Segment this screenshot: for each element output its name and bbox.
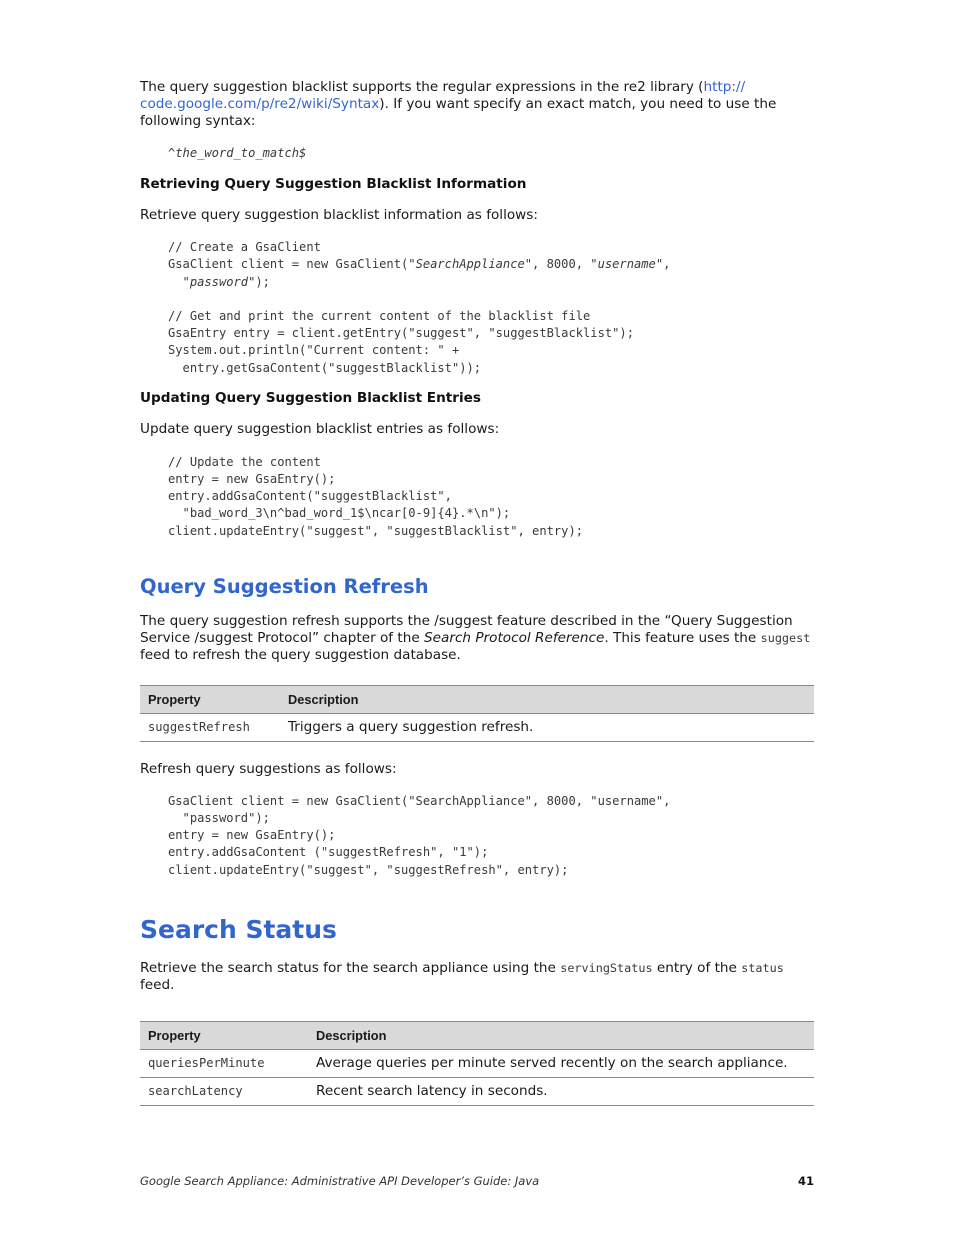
property-cell: queriesPerMinute — [140, 1049, 308, 1077]
search-protocol-reference: Search Protocol Reference — [424, 629, 605, 646]
updating-code-block: // Update the content entry = new GsaEntry(); entry.addGsaContent("suggestBlacklist", "bad_word_3\n^bad_word_1$\ncar[0-9]{4}.*\n"); client.updateEntry("suggest", "suggestBlacklist", entry); — [168, 454, 584, 538]
refresh-text: feed to refresh the query suggestion database. — [140, 646, 461, 663]
updating-text: Update query suggestion blacklist entries as follows: — [140, 420, 500, 437]
description-column-header: Description — [308, 1021, 814, 1049]
code-line: System.out.println("Current content: " + — [168, 343, 460, 358]
description-cell: Triggers a query suggestion refresh. — [280, 713, 814, 741]
property-column-header: Property — [140, 1021, 308, 1049]
table-header-row — [140, 685, 814, 713]
status-text: entry of the — [652, 959, 742, 976]
exact-match-code-text: ^the_word_to_match$ — [168, 146, 307, 160]
intro-text-after: ). If you want specify an exact match, you need to use the following syntax: — [140, 96, 777, 129]
code-italic: username — [597, 257, 656, 272]
intro-text: The query suggestion blacklist supports the regular expressions in the re2 library ( — [140, 79, 704, 95]
code-line: GsaEntry entry = client.getEntry("suggest", "suggestBlacklist"); — [168, 326, 634, 341]
property-cell: searchLatency — [140, 1077, 308, 1105]
exact-match-code — [168, 145, 814, 162]
refresh-how-text: Refresh query suggestions as follows: — [140, 760, 397, 777]
refresh-text: The query suggestion refresh supports the /suggest feature described in the “Query Suggestion Service /suggest Protocol” chapter of the — [140, 612, 793, 646]
footer-title: Google Search Appliance: Administrative API Developer’s Guide: Java — [140, 1174, 540, 1188]
retrieving-code-block — [168, 239, 814, 377]
updating-heading: Updating Query Suggestion Blacklist Entries — [140, 389, 481, 406]
status-feed-code: status — [741, 960, 784, 975]
code-italic: password — [189, 274, 249, 289]
search-status-heading: Search Status — [140, 914, 337, 944]
status-properties-table — [140, 1021, 814, 1106]
suggest-feed-code: suggest — [760, 630, 811, 645]
code-line: // Get and print the current content of the blacklist file — [168, 309, 591, 324]
refresh-text: . This feature uses the — [604, 629, 761, 646]
retrieving-heading: Retrieving Query Suggestion Blacklist Information — [140, 176, 527, 193]
re2-syntax-link[interactable]: http:// code.google.com/p/re2/wiki/Syntax — [140, 79, 746, 112]
code-line: ", 8000, " — [524, 257, 598, 272]
serving-status-code: servingStatus — [560, 960, 653, 975]
description-column-header: Description — [280, 685, 814, 713]
code-italic: SearchAppliance — [415, 257, 525, 272]
status-text: Retrieve the search status for the search appliance using the — [140, 959, 561, 976]
table-row — [140, 1077, 814, 1105]
table-row — [140, 713, 814, 741]
code-line: ", — [655, 257, 671, 272]
refresh-paragraph — [140, 613, 814, 664]
property-cell: suggestRefresh — [140, 713, 280, 741]
property-column-header: Property — [140, 685, 280, 713]
table-row — [140, 1049, 814, 1077]
query-suggestion-refresh-heading: Query Suggestion Refresh — [140, 574, 429, 598]
refresh-code-block: GsaClient client = new GsaClient("SearchAppliance", 8000, "username", "password"); entry = new GsaEntry(); entry.addGsaContent ("suggestRefresh", "1"); client.updateEntry("suggest", "suggestRefresh", entry); — [168, 793, 671, 877]
status-text: feed. — [140, 976, 175, 993]
table-header-row — [140, 1021, 814, 1049]
code-line: entry.getGsaContent("suggestBlacklist")); — [168, 360, 482, 375]
description-cell: Recent search latency in seconds. — [308, 1077, 814, 1105]
code-line: GsaClient client = new GsaClient(" — [168, 257, 416, 272]
code-line: // Create a GsaClient — [168, 240, 321, 255]
status-paragraph — [140, 960, 814, 994]
description-cell: Average queries per minute served recently on the search appliance. — [308, 1049, 814, 1077]
code-line: " — [168, 274, 190, 289]
intro-paragraph — [140, 79, 814, 130]
retrieving-text: Retrieve query suggestion blacklist information as follows: — [140, 207, 538, 224]
page-content — [140, 79, 814, 1106]
page-footer — [140, 1174, 814, 1188]
code-line: "); — [248, 274, 270, 289]
refresh-properties-table — [140, 685, 814, 742]
page-number: 41 — [797, 1174, 814, 1188]
